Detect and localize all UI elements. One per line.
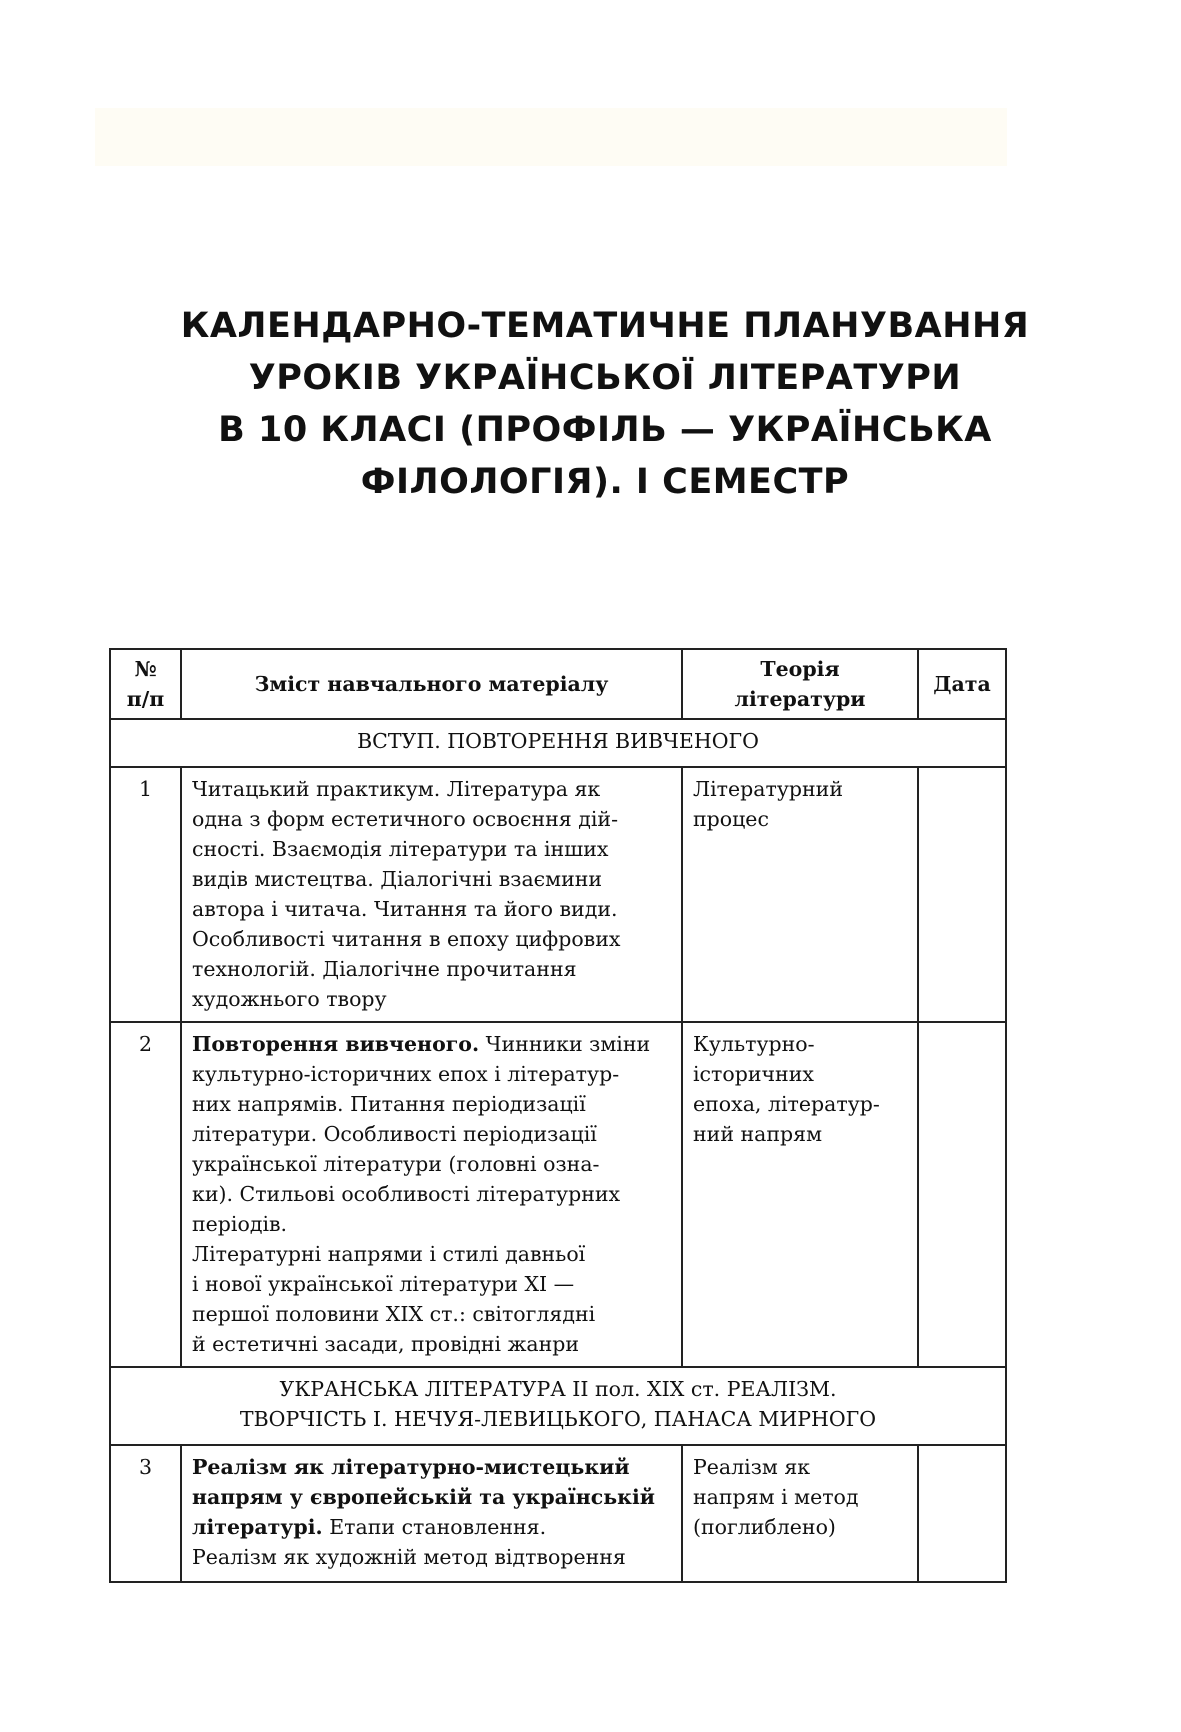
row-theory: Літературний процес	[682, 767, 918, 1022]
table-row	[110, 1022, 1006, 1367]
row-theory: Культурно- історичних епоха, літератур- ний напрям	[682, 1022, 918, 1367]
section-row	[110, 1367, 1006, 1445]
header-theory: Теорія літератури	[682, 649, 918, 719]
planning-table	[109, 648, 1007, 1583]
row-date	[918, 1445, 1006, 1582]
row-date	[918, 767, 1006, 1022]
header-number: № п/п	[110, 649, 181, 719]
row-theory: Реалізм як напрям і метод (поглиблено)	[682, 1445, 918, 1582]
row-number: 2	[110, 1022, 181, 1367]
table-row	[110, 767, 1006, 1022]
header-row	[110, 649, 1006, 719]
row-content: Реалізм як літературно-мистецький напрям у європейській та українській літературі. Етапи становлення. Реалізм як художній метод відтворення	[181, 1445, 682, 1582]
row-date	[918, 1022, 1006, 1367]
header-date: Дата	[918, 649, 1006, 719]
title-line: В 10 КЛАСІ (ПРОФІЛЬ — УКРАЇНСЬКА	[218, 410, 992, 450]
title-line: УРОКІВ УКРАЇНСЬКОЇ ЛІТЕРАТУРИ	[248, 358, 962, 398]
section-row	[110, 719, 1006, 767]
row-content: Читацький практикум. Література як одна з форм естетичного освоєння дій- сності. Взаємодія літератури та інших видів мистецтва. Діалогічні взаємини автора і читача. Читання та його види. Особливості читання в епоху цифрових технологій. Діалогічне прочитання художнього твору	[181, 767, 682, 1022]
title-line: КАЛЕНДАРНО-ТЕМАТИЧНЕ ПЛАНУВАННЯ	[180, 306, 1030, 346]
table-row	[110, 1445, 1006, 1582]
section-heading: УКРАНСЬКА ЛІТЕРАТУРА II пол. XIX ст. РЕАЛІЗМ. ТВОРЧІСТЬ І. НЕЧУЯ-ЛЕВИЦЬКОГО, ПАНАСА МИРНОГО	[110, 1367, 1006, 1445]
row-number: 3	[110, 1445, 181, 1582]
title-line: ФІЛОЛОГІЯ). І СЕМЕСТР	[360, 462, 850, 502]
row-content: Повторення вивченого. Чинники зміни культурно-історичних епох і літератур- них напрямів. Питання періодизації літератури. Особливості періодизації української літератури (головні озна- ки). Стильові особливості літературних періодів. Літературні напрями і стилі давньої і нової української літератури XI — першої половини XIX ст.: світоглядні й естетичні засади, провідні жанри	[181, 1022, 682, 1367]
header-content: Зміст навчального матеріалу	[181, 649, 682, 719]
section-heading: ВСТУП. ПОВТОРЕННЯ ВИВЧЕНОГО	[110, 719, 1006, 767]
row-number: 1	[110, 767, 181, 1022]
page-title	[100, 300, 1110, 508]
top-band	[95, 108, 1007, 166]
